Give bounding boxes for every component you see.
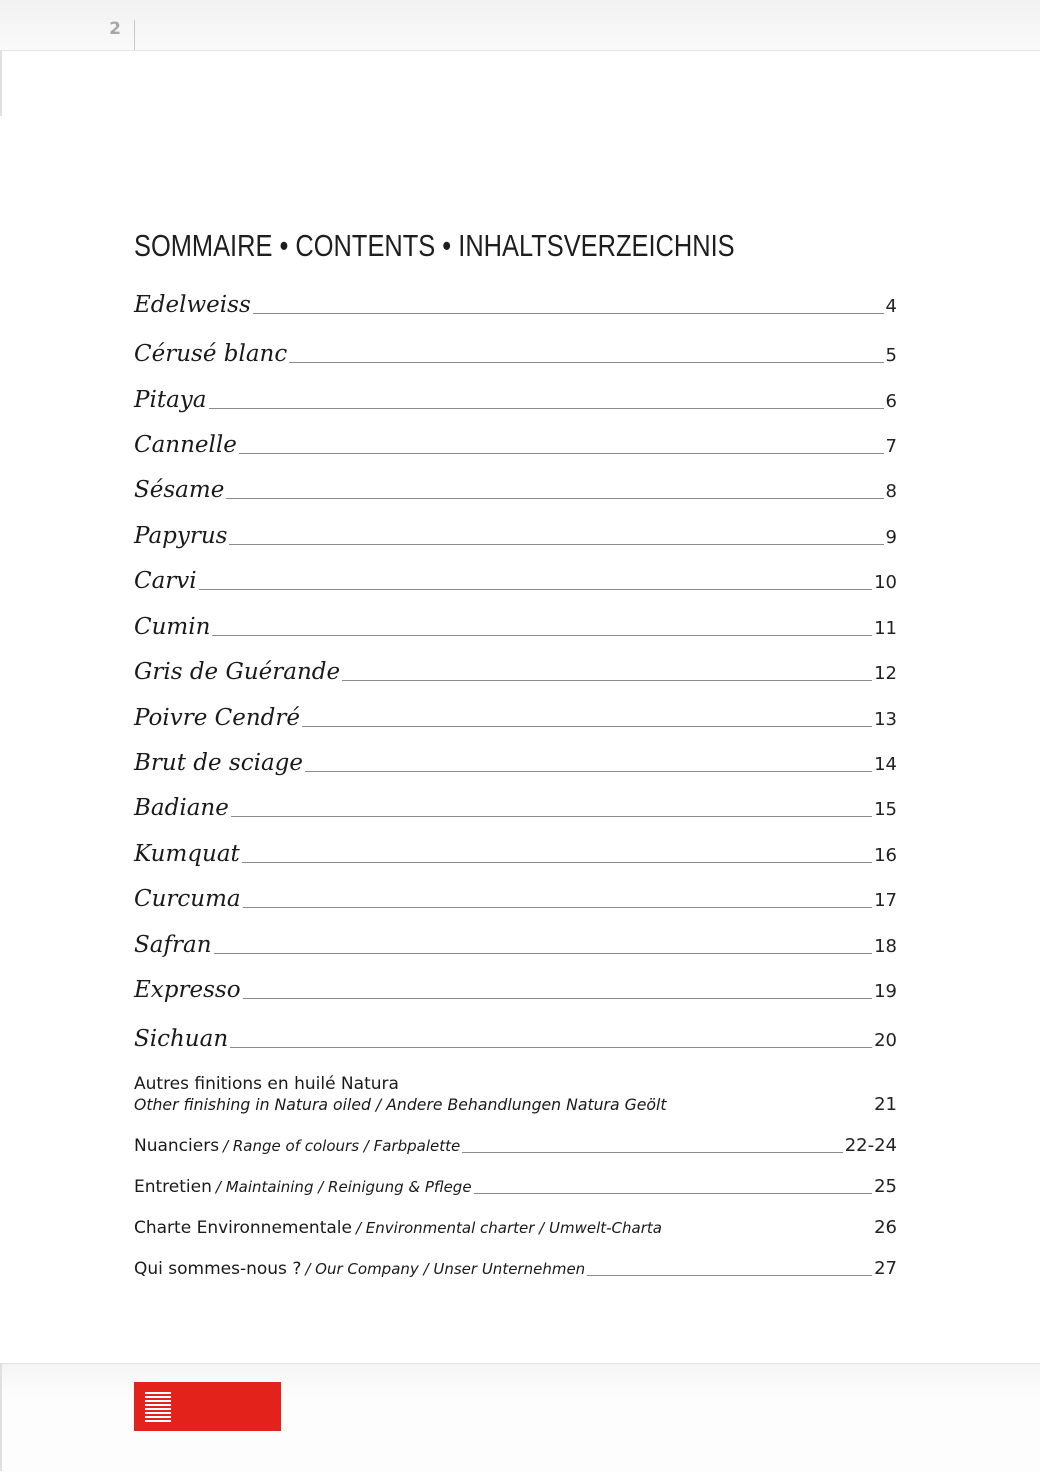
toc-entry-page: 10	[874, 572, 897, 593]
toc-entry-page: 18	[874, 936, 897, 957]
left-edge-rule	[0, 50, 2, 116]
toc-title: SOMMAIRE • CONTENTS • INHALTSVERZEICHNIS	[134, 228, 735, 263]
toc-entry-title: Curcuma	[134, 886, 241, 912]
toc-entry-page: 6	[885, 391, 897, 412]
toc-entry-title: Carvi	[134, 568, 197, 594]
toc-entry-page: 27	[874, 1258, 897, 1279]
page-number-divider	[134, 20, 135, 50]
toc-entry[interactable]	[134, 977, 897, 1003]
toc-entry-our-company[interactable]	[134, 1258, 897, 1280]
toc-entry[interactable]	[134, 886, 897, 912]
toc-entry-page: 14	[874, 754, 897, 775]
toc-entry[interactable]	[134, 1026, 897, 1052]
toc-entry-page: 25	[874, 1176, 897, 1197]
header-band	[0, 0, 1040, 51]
toc-entry-title: Kumquat	[134, 841, 240, 867]
toc-entry-page: 19	[874, 981, 897, 1002]
toc-entry-maintaining[interactable]	[134, 1176, 897, 1198]
dot-leader	[342, 680, 872, 681]
toc-entry[interactable]	[134, 795, 897, 821]
toc-entry-range-of-colours[interactable]	[134, 1135, 897, 1157]
toc-entry-page: 16	[874, 845, 897, 866]
dot-leader	[289, 362, 883, 363]
toc-entry-other-finishing[interactable]	[134, 1074, 897, 1116]
dot-leader	[587, 1275, 872, 1276]
brand-logo	[134, 1382, 281, 1431]
toc-entry-title: Poivre Cendré	[134, 705, 301, 731]
dot-leader	[229, 544, 883, 545]
toc-entry-page: 8	[885, 481, 897, 502]
dot-leader	[242, 862, 872, 863]
dot-leader	[243, 998, 873, 999]
toc-entry-title: Cumin	[134, 614, 211, 640]
dot-leader	[302, 726, 872, 727]
other-finishing-subtitle: Other finishing in Natura oiled / Andere Behandlungen Natura Geölt	[134, 1095, 667, 1114]
toc-entry-page: 5	[885, 345, 897, 366]
toc-section-title: Entretien	[134, 1177, 212, 1197]
toc-entry-title: Expresso	[134, 977, 241, 1003]
dot-leader	[209, 408, 884, 409]
logo-stripes-icon	[145, 1392, 171, 1422]
toc-section-subtitle: / Our Company / Unser Unternehmen	[305, 1260, 586, 1278]
dot-leader	[305, 771, 872, 772]
toc-entry[interactable]	[134, 523, 897, 549]
toc-entry-page: 15	[874, 799, 897, 820]
toc-entry-title: Badiane	[134, 795, 229, 821]
toc-section-title: Nuanciers	[134, 1136, 220, 1156]
toc-entry-title: Gris de Guérande	[134, 659, 341, 685]
page-number: 2	[109, 19, 121, 39]
toc-entry-title: Papyrus	[134, 523, 228, 549]
toc-entry[interactable]	[134, 841, 897, 867]
dot-leader	[214, 953, 873, 954]
toc-section-subtitle: / Range of colours / Farbpalette	[223, 1137, 461, 1155]
other-finishing-title: Autres finitions en huilé Natura	[134, 1074, 399, 1094]
dot-leader	[231, 816, 872, 817]
dot-leader	[226, 498, 883, 499]
toc-entry[interactable]	[134, 614, 897, 640]
toc-entry[interactable]	[134, 477, 897, 503]
toc-entry-page: 17	[874, 890, 897, 911]
toc-entry-page: 22-24	[844, 1135, 897, 1156]
toc-entry-title: Cérusé blanc	[134, 341, 288, 367]
toc-entry-title: Brut de sciage	[134, 750, 303, 776]
toc-entry[interactable]	[134, 341, 897, 367]
toc-entry-page: 11	[874, 618, 897, 639]
toc-entry[interactable]	[134, 932, 897, 958]
toc-section-subtitle: / Maintaining / Reinigung & Pflege	[215, 1178, 472, 1196]
toc-entry-page: 7	[885, 436, 897, 457]
toc-entry-title: Sichuan	[134, 1026, 229, 1052]
toc-entry[interactable]	[134, 659, 897, 685]
toc-entry[interactable]	[134, 750, 897, 776]
toc-entry[interactable]	[134, 387, 897, 413]
toc-entry-page: 4	[885, 296, 897, 317]
toc-entry[interactable]	[134, 568, 897, 594]
footer-left-edge	[0, 1363, 2, 1471]
toc-entry-page: 20	[874, 1030, 897, 1051]
toc-entry[interactable]	[134, 292, 897, 318]
other-finishing-line	[134, 1094, 897, 1116]
dot-leader	[243, 907, 872, 908]
toc-entry-title: Sésame	[134, 477, 225, 503]
toc-section-subtitle: / Environmental charter / Umwelt-Charta	[355, 1219, 662, 1237]
dot-leader	[212, 635, 872, 636]
dot-leader	[474, 1193, 873, 1194]
toc-entry-title: Pitaya	[134, 387, 207, 413]
toc-entry-page: 26	[874, 1217, 897, 1238]
toc-section-title: Charte Environnementale	[134, 1218, 352, 1238]
toc-section-title: Qui sommes-nous ?	[134, 1259, 302, 1279]
toc-entry-page: 13	[874, 709, 897, 730]
toc-entry-title: Safran	[134, 932, 212, 958]
toc-entry-page: 9	[885, 527, 897, 548]
toc-entry-page: 21	[874, 1094, 897, 1115]
dot-leader	[462, 1152, 842, 1153]
dot-leader	[199, 589, 872, 590]
toc-entry-title: Cannelle	[134, 432, 237, 458]
toc-entry[interactable]	[134, 432, 897, 458]
dot-leader	[253, 313, 884, 314]
dot-leader	[230, 1047, 872, 1048]
dot-leader	[239, 453, 884, 454]
toc-entry-page: 12	[874, 663, 897, 684]
toc-entry-environmental-charter[interactable]	[134, 1217, 897, 1239]
toc-entry-title: Edelweiss	[134, 292, 251, 318]
toc-entry[interactable]	[134, 705, 897, 731]
